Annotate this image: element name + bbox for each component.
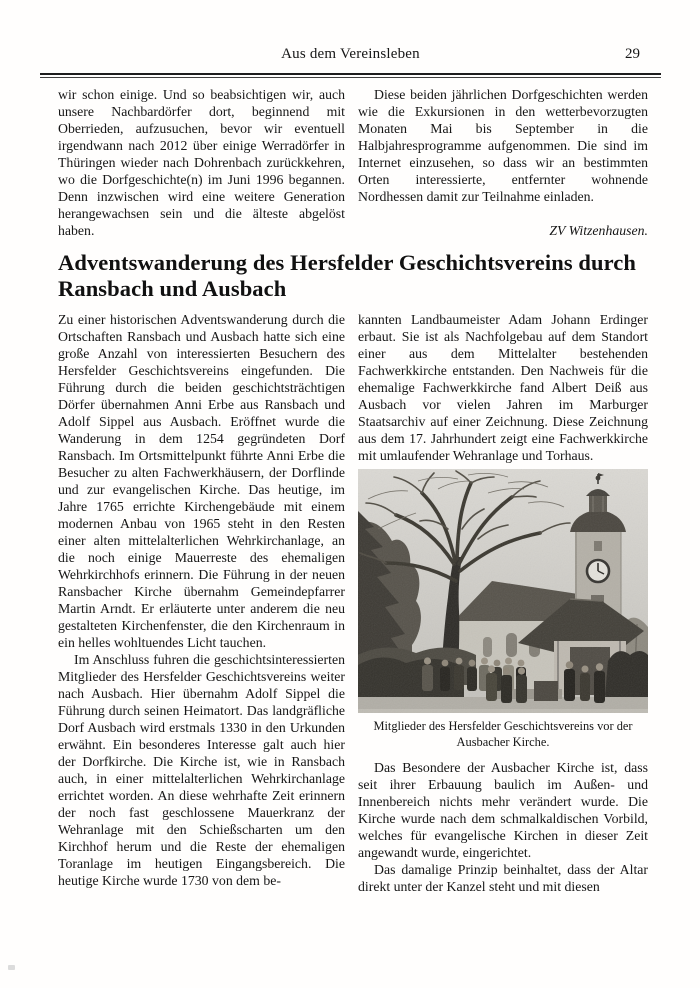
header-rule	[40, 73, 661, 78]
article-paragraph: Das damalige Prinzip beinhaltet, dass der Altar direkt unter der Kanzel steht und mit diesen	[358, 862, 648, 894]
church-photo	[358, 469, 648, 713]
intro-right-paragraph: Diese beiden jährlichen Dorfgeschichten werden wie die Exkursionen in den wetterbevorzugten Monaten Mai bis September in die Halbjahresprogramme aufgenommen. Die sind im Internet einzusehen, so dass wir an bestimmten Orten interessierte, entfernter wohnende Nordhessen damit zur Teilnahme einladen.	[358, 87, 648, 204]
article-title: Adventswanderung des Hersfelder Geschichtsvereins durch Ransbach und Ausbach	[58, 250, 637, 301]
page-number: 29	[625, 46, 640, 62]
scan-artifact	[8, 965, 15, 970]
intro-section	[58, 86, 648, 239]
article-paragraph: Im Anschluss fuhren die geschichtsinteressierten Mitglieder des Hersfelder Geschichtsvereins weiter nach Ausbach. Hier übernahm Adolf Sippel die Führung durch seinen Heimatort. Das landgräfliche Dorf Ausbach wird erstmals 1330 in den Urkunden erwähnt. Ein besonderes Interesse galt auch hier der Dorfkirche. Die Kirche ist, wie in Ransbach auch, in einer mittelalterlichen Wehrkirchanlage errichtet worden. An diese wehrhafte Zeit erinnern der noch fast geschlossene Mauerkranz der Wehranlage mit den Schießscharten um den Kirchhof herum und die Reste der ehemaligen Toranlage im heutigen Eingangsbereich. Die heutige Kirche wurde 1730 von dem be-	[58, 652, 345, 888]
intro-left-paragraph: wir schon einige. Und so beabsichtigen wir, auch unsere Nachbardörfer dort, beginnend mit Oberrieden, aufzusuchen, bevor wir eventuell irgendwann nach 2012 über einige Werradörfer in Thüringen wieder nach Dohrenbach zurückkehren, wo die Dorfgeschichte(n) im Juni 1996 begannen. Denn inzwischen wird eine weitere Generation herangewachsen sein und die älteste abgelöst haben.	[58, 87, 345, 238]
article-paragraph: Zu einer historischen Adventswanderung durch die Ortschaften Ransbach und Ausbach hatte sich eine große Anzahl von interessierten Besuchern des Hersfelder Geschichtsvereins eingefunden. Die Führung durch die beiden geschichtsträchtigen Dörfer übernahmen Anni Erbe aus Ransbach und Adolf Sippel aus Ausbach. Eröffnet wurde die Wanderung in dem 1254 gegründeten Dorf Ransbach. Im Ortsmittelpunkt führte Anni Erbe die Besucher zu alten Fachwerkhäusern, der Dorflinde und zur evangelischen Kirche. Das heutige, im Jahre 1765 errichte Kirchengebäude mit einem modernen Anbau von 1965 steht in den Resten einer alten mittelalterlichen Wehrkirchanlage, an die noch einige Mauerreste des ehemaligen Wehrkirchhofs erinnern. Die Führung in der neuen Ransbacher Kirche übernahm Gemeindepfarrer Martin Arndt. Er erläuterte unter anderem die neu gestalteten Kirchenfenster, die den Kirchenraum in ein helles wohltuendes Licht tauchen.	[58, 312, 345, 650]
page-content	[58, 86, 648, 895]
article-paragraph: Das Besondere der Ausbacher Kirche ist, dass seit ihrer Erbauung baulich im Außen- und Innenbereich nichts mehr verändert wurde. Die Kirche wurde nach dem schmalkaldischen Vorbild, welches für evangelische Kirchen in dieser Zeit angewandt wurde, eingerichtet.	[358, 760, 648, 860]
article-body	[58, 311, 648, 895]
article-right-column	[358, 311, 648, 895]
author-signature: ZV Witzenhausen.	[543, 222, 648, 239]
church-photo-illustration	[358, 469, 648, 713]
photo-caption: Mitglieder des Hersfelder Geschichtsvereins vor der Ausbacher Kirche.	[373, 719, 633, 749]
article-paragraph: kannten Landbaumeister Adam Johann Erdinger erbaut. Sie ist als Nachfolgebau auf dem Standort einer aus dem Mittelalter bestehenden Fachwerkkirche entstanden. Den Nachweis für die ehemalige Fachwerkkirche fand Albert Deiß aus Ausbach vor vielen Jahren im Marburger Staatsarchiv auf einer Zeichnung. Diese Zeichnung aus dem 17. Jahrhundert zeigt eine Fachwerkkirche mit umlaufender Wehranlage und Torhaus.	[358, 312, 648, 463]
running-head-title: Aus dem Vereinsleben	[281, 46, 420, 62]
article-left-column	[58, 311, 345, 895]
